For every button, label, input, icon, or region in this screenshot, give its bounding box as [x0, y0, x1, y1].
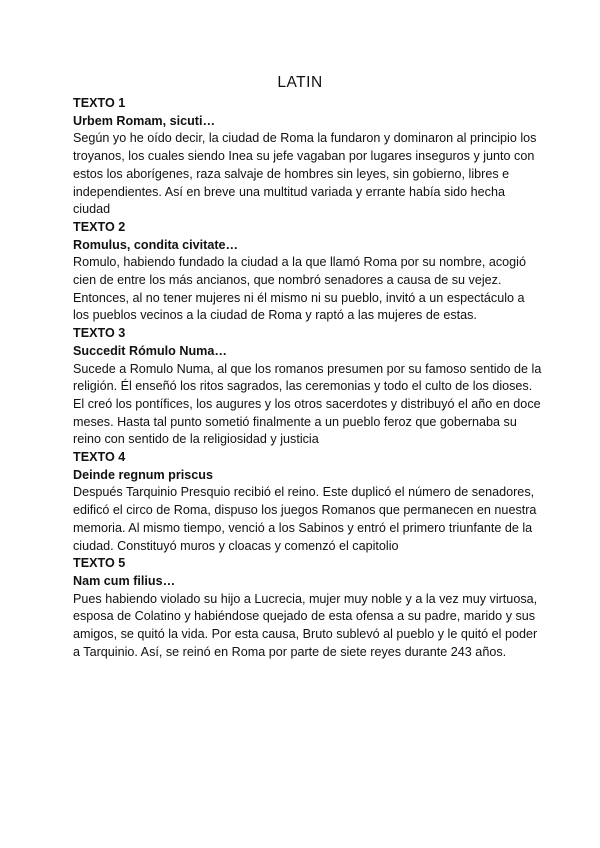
section-paragraph: Romulo, habiendo fundado la ciudad a la que llamó Roma por su nombre, acogió cien de entre los más ancianos, que nombró senadores a causa de su vejez. Entonces, al no tener mujeres ni él mismo ni su pueblo, invitó a un espectáculo a los pueblos vecinos a la ciudad de Roma y raptó a las mujeres de estas. [73, 255, 526, 323]
section-paragraph: Sucede a Romulo Numa, al que los romanos presumen por su famoso sentido de la religión. Él enseñó los ritos sagrados, las ceremonias y todo el culto de los dioses. El creó los pontífices, los augures y los otros sacerdotes y distribuyó el año en doce meses. Hasta tal punto sometió finalmente a un pueblo feroz que gobernaba su reino con sentido de la religiosidad y justicia [73, 361, 542, 447]
section-heading: TEXTO 1 [73, 96, 126, 110]
section-texto-1 [73, 95, 543, 219]
section-paragraph: Según yo he oído decir, la ciudad de Roma la fundaron y dominaron al principio los troyanos, los cuales siendo Inea su jefe vagaban por lugares inseguros y junto con estos los aborígenes, raza salvaje de hombres sin leyes, sin gobierno, libres e independientes. Así en breve una multitud variada y errante había sido hecha ciudad [73, 131, 537, 217]
section-subheading: Deinde regnum priscus [73, 467, 213, 482]
section-heading: TEXTO 2 [73, 219, 126, 234]
section-heading: TEXTO 4 [73, 450, 126, 465]
section-subheading: Urbem Romam, sicuti… [73, 113, 216, 128]
section-paragraph: Después Tarquinio Presquio recibió el reino. Este duplicó el número de senadores, edificó el circo de Roma, dispuso los juegos Romanos que permanecen en nuestra memoria. Al mismo tiempo, venció a los Sabinos y entró el primero triunfante de la ciudad. Constituyó muros y cloacas y comenzó el capitolio [73, 485, 537, 553]
section-heading: TEXTO 5 [73, 556, 126, 571]
section-texto-3 [73, 325, 543, 449]
section-texto-4 [73, 449, 543, 555]
section-texto-2 [73, 219, 543, 325]
section-paragraph: Pues habiendo violado su hijo a Lucrecia, mujer muy noble y a la vez muy virtuosa, esposa de Colatino y habiéndose quejado de esta ofensa a su padre, marido y sus amigos, se quitó la vida. Por esta causa, Bruto sublevó al pueblo y le quitó el poder a Tarquinio. Así, se reinó en Roma por parte de siete reyes durante 243 años. [73, 591, 538, 659]
page-title: LATIN [277, 74, 323, 91]
section-subheading: Nam cum filius… [73, 573, 176, 588]
section-texto-5 [73, 555, 543, 661]
section-subheading: Romulus, condita civitate… [73, 237, 239, 252]
section-subheading: Succedit Rómulo Numa… [73, 343, 227, 358]
document-body [73, 95, 543, 662]
section-heading: TEXTO 3 [73, 326, 126, 341]
